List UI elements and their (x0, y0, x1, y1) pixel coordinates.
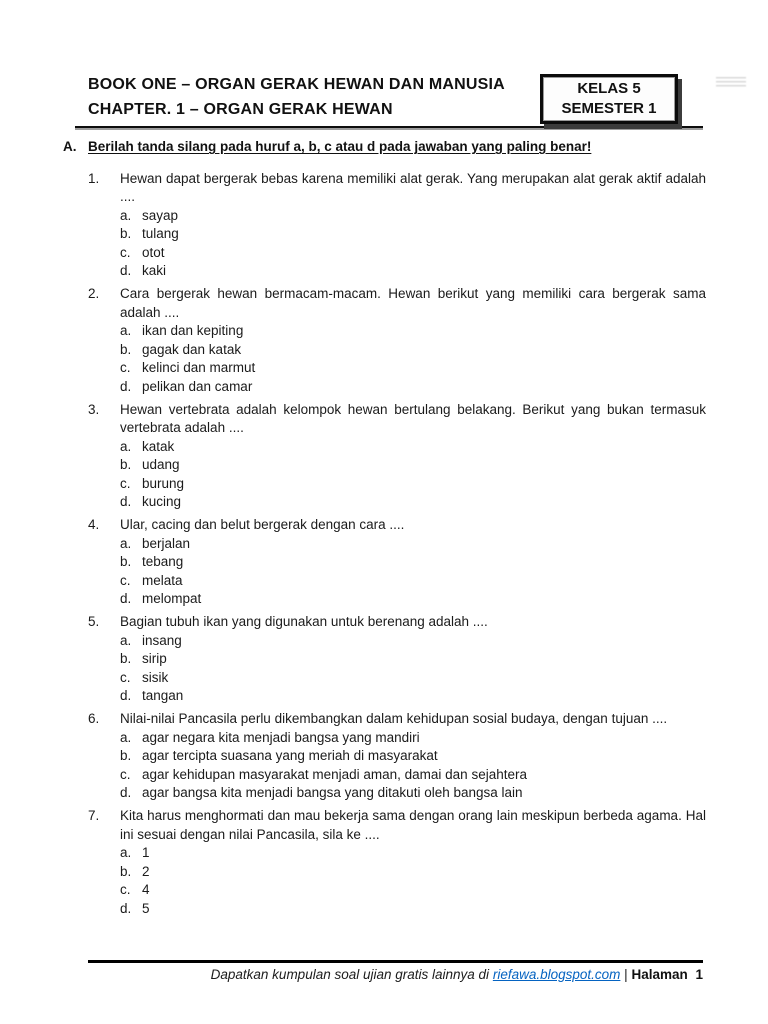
answer-option (120, 438, 706, 457)
question-text: Kita harus menghormati dan mau bekerja sama dengan orang lain meskipun berbeda agama. Hal ini sesuai dengan nilai Pancasila, sila ke .... (120, 808, 706, 842)
option-letter: a. (120, 632, 132, 648)
option-text: sirip (142, 651, 167, 666)
option-group (120, 535, 706, 609)
option-text: agar negara kita menjadi bangsa yang mandiri (142, 729, 420, 745)
answer-option (120, 207, 706, 226)
class-semester-badge (540, 74, 678, 124)
option-text: agar bangsa kita menjadi bangsa yang ditakuti oleh bangsa lain (142, 785, 523, 800)
option-text: melompat (142, 591, 202, 606)
option-letter: a. (120, 438, 132, 454)
footer (88, 966, 703, 984)
answer-option (120, 900, 706, 919)
option-group (120, 844, 706, 918)
option-letter: a. (120, 323, 132, 338)
question (88, 170, 706, 281)
option-letter: a. (120, 207, 132, 223)
footer-link[interactable]: riefawa.blogspot.com (492, 967, 621, 982)
question-list (88, 170, 706, 919)
scan-artifact (716, 77, 746, 89)
footer-note: Dapatkan kumpulan soal ujian gratis lainnya di (210, 967, 490, 982)
option-letter: d. (120, 494, 132, 509)
option-text: pelikan dan camar (142, 378, 253, 394)
question-number: 2. (88, 286, 100, 301)
option-group (120, 207, 706, 281)
question-number: 6. (88, 711, 100, 726)
option-text: sisik (142, 669, 169, 685)
question-text: Ular, cacing dan belut bergerak dengan cara .... (120, 517, 405, 532)
question-text: Nilai-nilai Pancasila perlu dikembangkan dalam kehidupan sosial budaya, dengan tujuan .... (120, 711, 668, 726)
option-text: insang (142, 632, 182, 648)
answer-option (120, 747, 706, 766)
option-text: gagak dan katak (142, 341, 242, 357)
option-group (120, 438, 706, 512)
option-group (120, 632, 706, 706)
answer-option (120, 784, 706, 803)
question-number: 4. (88, 517, 100, 532)
option-letter: b. (120, 748, 132, 763)
option-text: burung (142, 475, 185, 491)
question (88, 285, 706, 396)
option-letter: c. (120, 766, 131, 782)
book-title: BOOK ONE – ORGAN GERAK HEWAN DAN MANUSIA (88, 76, 505, 93)
answer-option (120, 669, 706, 688)
answer-option (120, 766, 706, 785)
option-text: tulang (142, 226, 179, 241)
answer-option (120, 553, 706, 572)
option-text: 4 (142, 882, 150, 897)
option-letter: c. (120, 475, 131, 491)
option-letter: a. (120, 845, 132, 860)
answer-option (120, 244, 706, 263)
answer-option (120, 729, 706, 748)
option-letter: c. (120, 360, 131, 375)
question-number: 7. (88, 808, 100, 823)
option-letter: b. (120, 341, 132, 357)
option-letter: b. (120, 554, 132, 569)
header (0, 0, 768, 126)
option-letter: c. (120, 244, 131, 260)
option-letter: d. (120, 591, 132, 606)
option-letter: c. (120, 882, 131, 897)
option-letter: a. (120, 535, 132, 551)
option-letter: b. (120, 457, 132, 472)
option-text: kucing (142, 494, 182, 509)
question-text: Cara bergerak hewan bermacam-macam. Hewan berikut yang memiliki cara bergerak sama adalah .... (120, 286, 706, 320)
option-text: kaki (142, 263, 167, 278)
answer-option (120, 687, 706, 706)
footer-rule (88, 960, 703, 963)
option-letter: b. (120, 651, 132, 666)
footer-page-label: Halaman 1 (631, 967, 703, 982)
section-heading (63, 138, 703, 157)
option-letter: d. (120, 378, 132, 394)
option-text: agar tercipta suasana yang meriah di masyarakat (142, 748, 438, 763)
option-letter: c. (120, 669, 131, 685)
option-letter: d. (120, 900, 132, 916)
option-letter: c. (120, 572, 131, 588)
answer-option (120, 262, 706, 281)
option-letter: d. (120, 785, 132, 800)
question (88, 807, 706, 918)
option-text: kelinci dan marmut (142, 360, 256, 375)
badge-semester-label: SEMESTER 1 (561, 100, 657, 117)
option-group (120, 729, 706, 803)
option-text: 2 (142, 863, 150, 879)
option-letter: b. (120, 226, 132, 241)
answer-option (120, 341, 706, 360)
section-instruction: Berilah tanda silang pada huruf a, b, c atau d pada jawaban yang paling benar! (88, 139, 592, 154)
answer-option (120, 881, 706, 900)
answer-option (120, 322, 706, 341)
option-letter: d. (120, 263, 132, 278)
option-text: tebang (142, 554, 184, 569)
question-text: Hewan dapat bergerak bebas karena memiliki alat gerak. Yang merupakan alat gerak aktif adalah .... (120, 170, 706, 204)
option-text: udang (142, 457, 180, 472)
footer-separator: | (624, 967, 628, 982)
option-letter: a. (120, 729, 132, 745)
question-text: Hewan vertebrata adalah kelompok hewan bertulang belakang. Berikut yang bukan termasuk vertebrata adalah .... (120, 401, 706, 435)
option-letter: b. (120, 863, 132, 879)
answer-option (120, 225, 706, 244)
question (88, 710, 706, 803)
header-rule (75, 126, 703, 130)
answer-option (120, 572, 706, 591)
option-text: 5 (142, 900, 150, 916)
option-text: berjalan (142, 535, 191, 551)
option-text: 1 (142, 845, 150, 860)
question (88, 401, 706, 512)
question (88, 613, 706, 706)
option-text: melata (142, 572, 183, 588)
question-text: Bagian tubuh ikan yang digunakan untuk berenang adalah .... (120, 614, 488, 629)
answer-option (120, 650, 706, 669)
answer-option (120, 359, 706, 378)
option-text: agar kehidupan masyarakat menjadi aman, damai dan sejahtera (142, 766, 527, 782)
header-titles (88, 72, 505, 122)
answer-option (120, 475, 706, 494)
question (88, 516, 706, 609)
section-label: A. (63, 139, 77, 154)
option-letter: d. (120, 688, 132, 703)
answer-option (120, 590, 706, 609)
question-number: 1. (88, 170, 100, 186)
answer-option (120, 456, 706, 475)
option-text: otot (142, 244, 165, 260)
option-text: tangan (142, 688, 184, 703)
question-number: 5. (88, 614, 100, 629)
answer-option (120, 535, 706, 554)
question-number: 3. (88, 401, 100, 417)
answer-option (120, 493, 706, 512)
answer-option (120, 844, 706, 863)
option-text: ikan dan kepiting (142, 323, 244, 338)
chapter-title: CHAPTER. 1 – ORGAN GERAK HEWAN (88, 101, 393, 118)
answer-option (120, 378, 706, 397)
option-group (120, 322, 706, 396)
answer-option (120, 632, 706, 651)
option-text: sayap (142, 207, 179, 223)
option-text: katak (142, 438, 175, 454)
badge-kelas-label: KELAS 5 (577, 80, 641, 97)
answer-option (120, 863, 706, 882)
